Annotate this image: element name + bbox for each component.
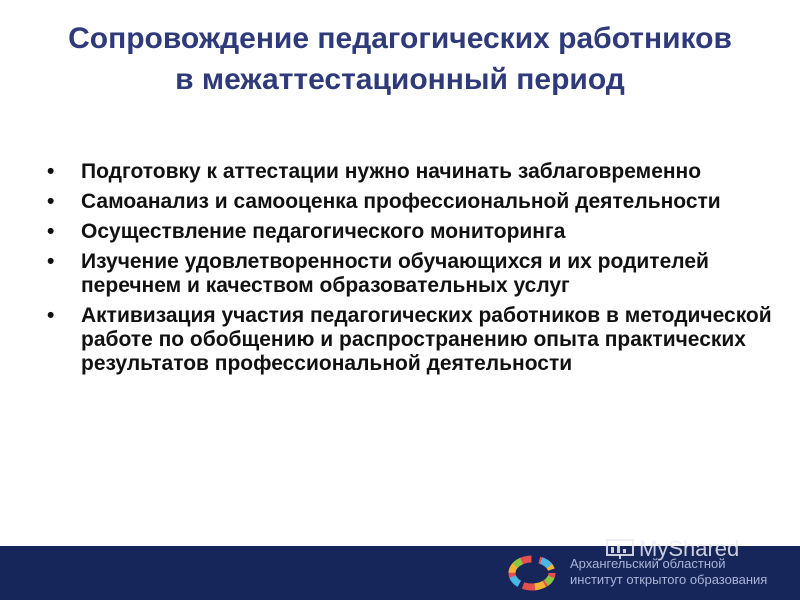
bullet-item [45,190,785,214]
footer-org-line2: институт открытого образования [570,572,768,587]
logo-ring-icon [506,554,558,592]
slide-title: Сопровождение педагогических работников в межаттестационный период [68,22,732,96]
bullet-dot-icon: • [47,220,55,243]
bullet-list [45,160,785,382]
bullet-text: Осуществление педагогического мониторинга [81,220,566,243]
bullet-text: Изучение удовлетворенности обучающихся и их родителей перечнем и качеством образовательных услуг [81,250,709,297]
footer-org-line1: Архангельский областной [570,556,726,571]
bullet-text: Самоанализ и самооценка профессиональной деятельности [81,190,721,213]
bullet-text: Активизация участия педагогических работников в методической работе по обобщению и распространению опыта практических результатов профессиональной деятельности [81,304,772,375]
bullet-dot-icon: • [47,190,55,213]
watermark-text: MyShared [639,536,740,561]
bullet-item [45,220,785,244]
presentation-icon [605,538,635,560]
bullet-dot-icon: • [47,250,55,273]
bullet-item [45,304,785,376]
bullet-dot-icon: • [47,304,55,327]
watermark [605,536,739,562]
bullet-text: Подготовку к аттестации нужно начинать заблаговременно [81,160,702,183]
bullet-item [45,160,785,184]
bullet-dot-icon: • [47,160,55,183]
bullet-item [45,250,785,298]
